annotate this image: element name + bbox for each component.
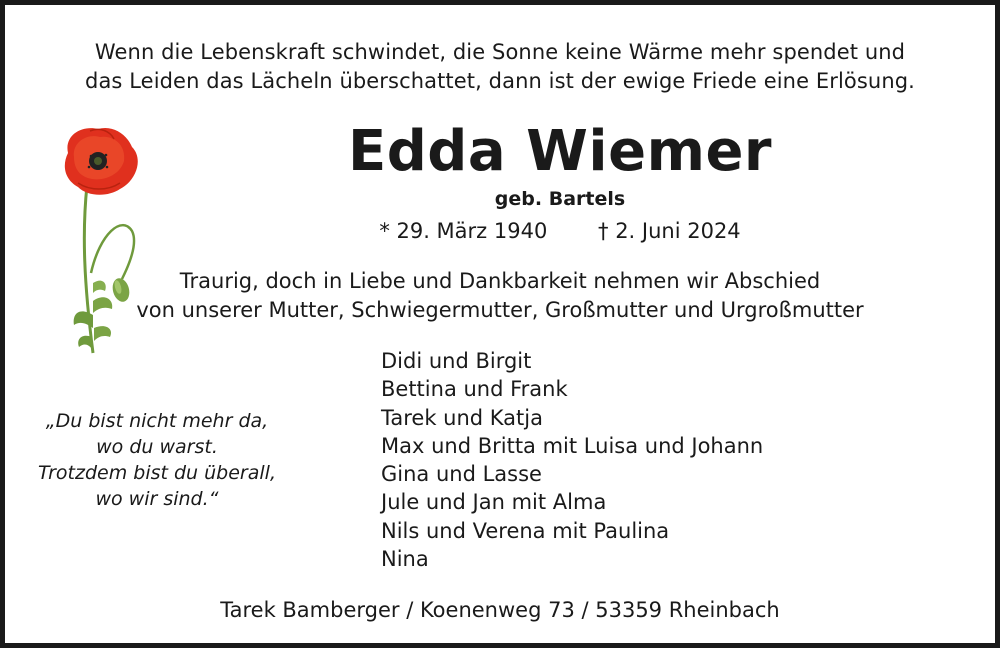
family-member: Bettina und Frank (381, 377, 568, 402)
quote-line-3: Trotzdem bist du überall, (37, 462, 276, 484)
maiden-name: geb. Bartels (494, 188, 626, 210)
quote-line-1: „Du bist nicht mehr da, (45, 410, 269, 432)
family-list (381, 347, 763, 573)
family-member: Jule und Jan mit Alma (381, 490, 607, 515)
contact-address: Tarek Bamberger / Koenenweg 73 / 53359 Rheinbach (220, 598, 780, 622)
motto-verse (5, 38, 995, 96)
memorial-quote (27, 408, 287, 512)
family-member: Nina (381, 547, 429, 572)
deceased-name: Edda Wiemer (347, 119, 773, 184)
farewell-line-1: Traurig, doch in Liebe und Dankbarkeit nehmen wir Abschied (179, 269, 821, 293)
poppy-flower-image (60, 123, 160, 363)
death-date: † 2. Juni 2024 (598, 219, 741, 243)
family-member: Max und Britta mit Luisa und Johann (381, 433, 764, 458)
life-dates (255, 217, 865, 245)
farewell-line-2: von unserer Mutter, Schwiegermutter, Großmutter und Urgroßmutter (136, 298, 864, 322)
family-member: Didi und Birgit (381, 349, 532, 373)
family-member: Tarek und Katja (381, 405, 543, 430)
family-member: Gina und Lasse (381, 462, 542, 487)
motto-line-1: Wenn die Lebenskraft schwindet, die Sonne keine Wärme mehr spendet und (94, 40, 906, 64)
motto-line-2: das Leiden das Lächeln überschattet, dann ist der ewige Friede eine Erlösung. (85, 69, 915, 93)
birth-date: * 29. März 1940 (379, 219, 548, 243)
quote-line-2: wo du warst. (96, 436, 218, 458)
family-member: Nils und Verena mit Paulina (381, 518, 670, 543)
farewell-text (5, 267, 995, 325)
quote-line-4: wo wir sind.“ (95, 488, 219, 510)
